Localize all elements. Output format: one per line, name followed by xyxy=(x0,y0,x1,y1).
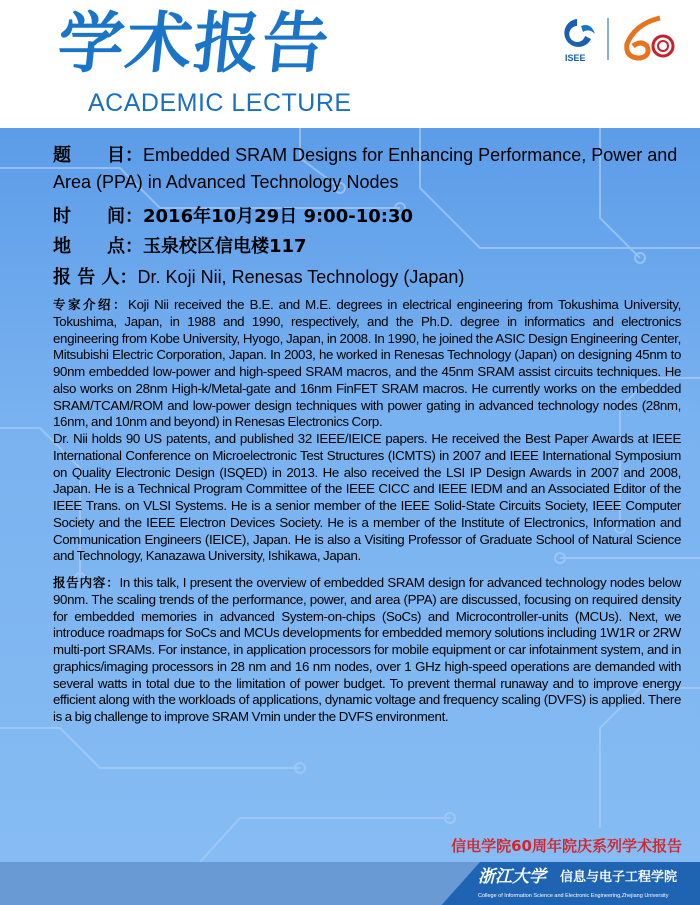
school-name-english: College of Information Science and Electronic Engineering,Zhejiang University xyxy=(478,893,669,899)
speaker-bio: 专家介绍：Koji Nii received the B.E. and M.E. degrees in electrical engineering from Tokushima University, Tokushima, Japan, in 1988 and 1990, respectively, and the Ph.D. degree in informatics and electronics engineering from Kobe University, Hyogo, Japan, in 2008. In 1990, he joined the ASIC Design Engineering Center, Mitsubishi Electric Corporation, Japan. In 2003, he worked in Renesas Technology (Japan) on designing 45nm to 90nm embedded low-power and high-speed SRAM macros, and the 45nm SRAM assist circuits techniques. He also works on 28nm High-k/Metal-gate and 16nm FinFET SRAM macros. He currently works on the embedded SRAM/TCAM/ROM and low-power design techniques with power gating in advanced technology nodes (28nm, 16nm, and 10nm and beyond) in Renesas Electronics Corp. Dr. Nii holds 90 US patents, and published 32 IEEE/IEICE papers. He received the Best Paper Awards at IEEE International Conference on Microelectronic Test Structures (ICMTS) in 2007 and IEEE International Symposium on Quality Electronic Design (ISQED) in 2013. He also received the LSI IP Design Awards in 2007 and 2008, Japan. He is a Technical Program Committee of the IEEE CICC and IEEE IEDM and an Associated Editor of the IEEE Trans. on VLSI Systems. He is a senior member of the IEEE Solid-State Circuits Society, IEEE Computer Society and the IEEE Electron Devices Society. He is a member of the Institute of Electronics, Information and Communication Engineers (IEICE), Japan. He is also a Visiting Professor of Graduate School of Natural Science and Technology, Kanazawa University, Ishikawa, Japan. xyxy=(53,297,681,564)
svg-text:ISEE: ISEE xyxy=(565,53,586,63)
time-row: 时 间：2016年10月29日 9:00-10:30 xyxy=(53,206,413,227)
school-name: 信息与电子工程学院 xyxy=(560,870,678,885)
poster-body xyxy=(0,128,700,862)
speaker-row: 报 告 人：Dr. Koji Nii, Renesas Technology (Japan) xyxy=(53,267,465,288)
place-value: 玉泉校区信电楼117 xyxy=(143,236,307,257)
poster-content xyxy=(53,142,681,726)
anniversary-60-logo-icon xyxy=(627,18,673,58)
lecture-series-title: 信电学院60周年院庆系列学术报告 xyxy=(445,836,682,856)
place-row: 地 点：玉泉校区信电楼117 xyxy=(53,236,307,257)
time-value: 2016年10月29日 9:00-10:30 xyxy=(143,206,413,227)
speaker-value: Dr. Koji Nii, Renesas Technology (Japan) xyxy=(137,267,465,287)
logos xyxy=(555,14,695,64)
footer-bar xyxy=(0,862,700,905)
zju-calligraphy-logo: 浙江大学 xyxy=(478,867,546,887)
isee-logo-icon xyxy=(564,19,595,63)
topic-value: Embedded SRAM Designs for Enhancing Performance, Power and Area (PPA) in Advanced Technology Nodes xyxy=(53,145,678,192)
topic-row: 题 目：Embedded SRAM Designs for Enhancing Performance, Power and Area (PPA) in Advanced Technology Nodes xyxy=(53,145,678,192)
title-english: ACADEMIC LECTURE xyxy=(88,89,352,117)
talk-abstract: 报告内容：In this talk, I present the overview of embedded SRAM design for advanced technology nodes below 90nm. The scaling trends of the performance, power, and area (PPA) are discussed, focusing on required density for embedded memories in advanced System-on-chips (SoCs) and Microcontroller-units (MCUs). Next, we introduce roadmaps for SoCs and MCUs developments for embedded memory solutions including 1W1R or 2RW multi-port SRAMs. For instance, in application processors for mobile equipment or car infotainment system, and in graphics/imaging processors in 28 nm and 16 nm nodes, over 1 GHz high-speed operations are demanded with several watts in total due to the limitation of power budget. To prevent thermal runaway and to improve energy efficient along with the workloads of applications, dynamic voltage and frequency scaling (DVFS) is applied. There is a big challenge to improve SRAM Vmin under the DVFS environment. xyxy=(53,575,681,724)
header xyxy=(0,0,700,128)
title-chinese: 学术报告 xyxy=(54,5,335,82)
